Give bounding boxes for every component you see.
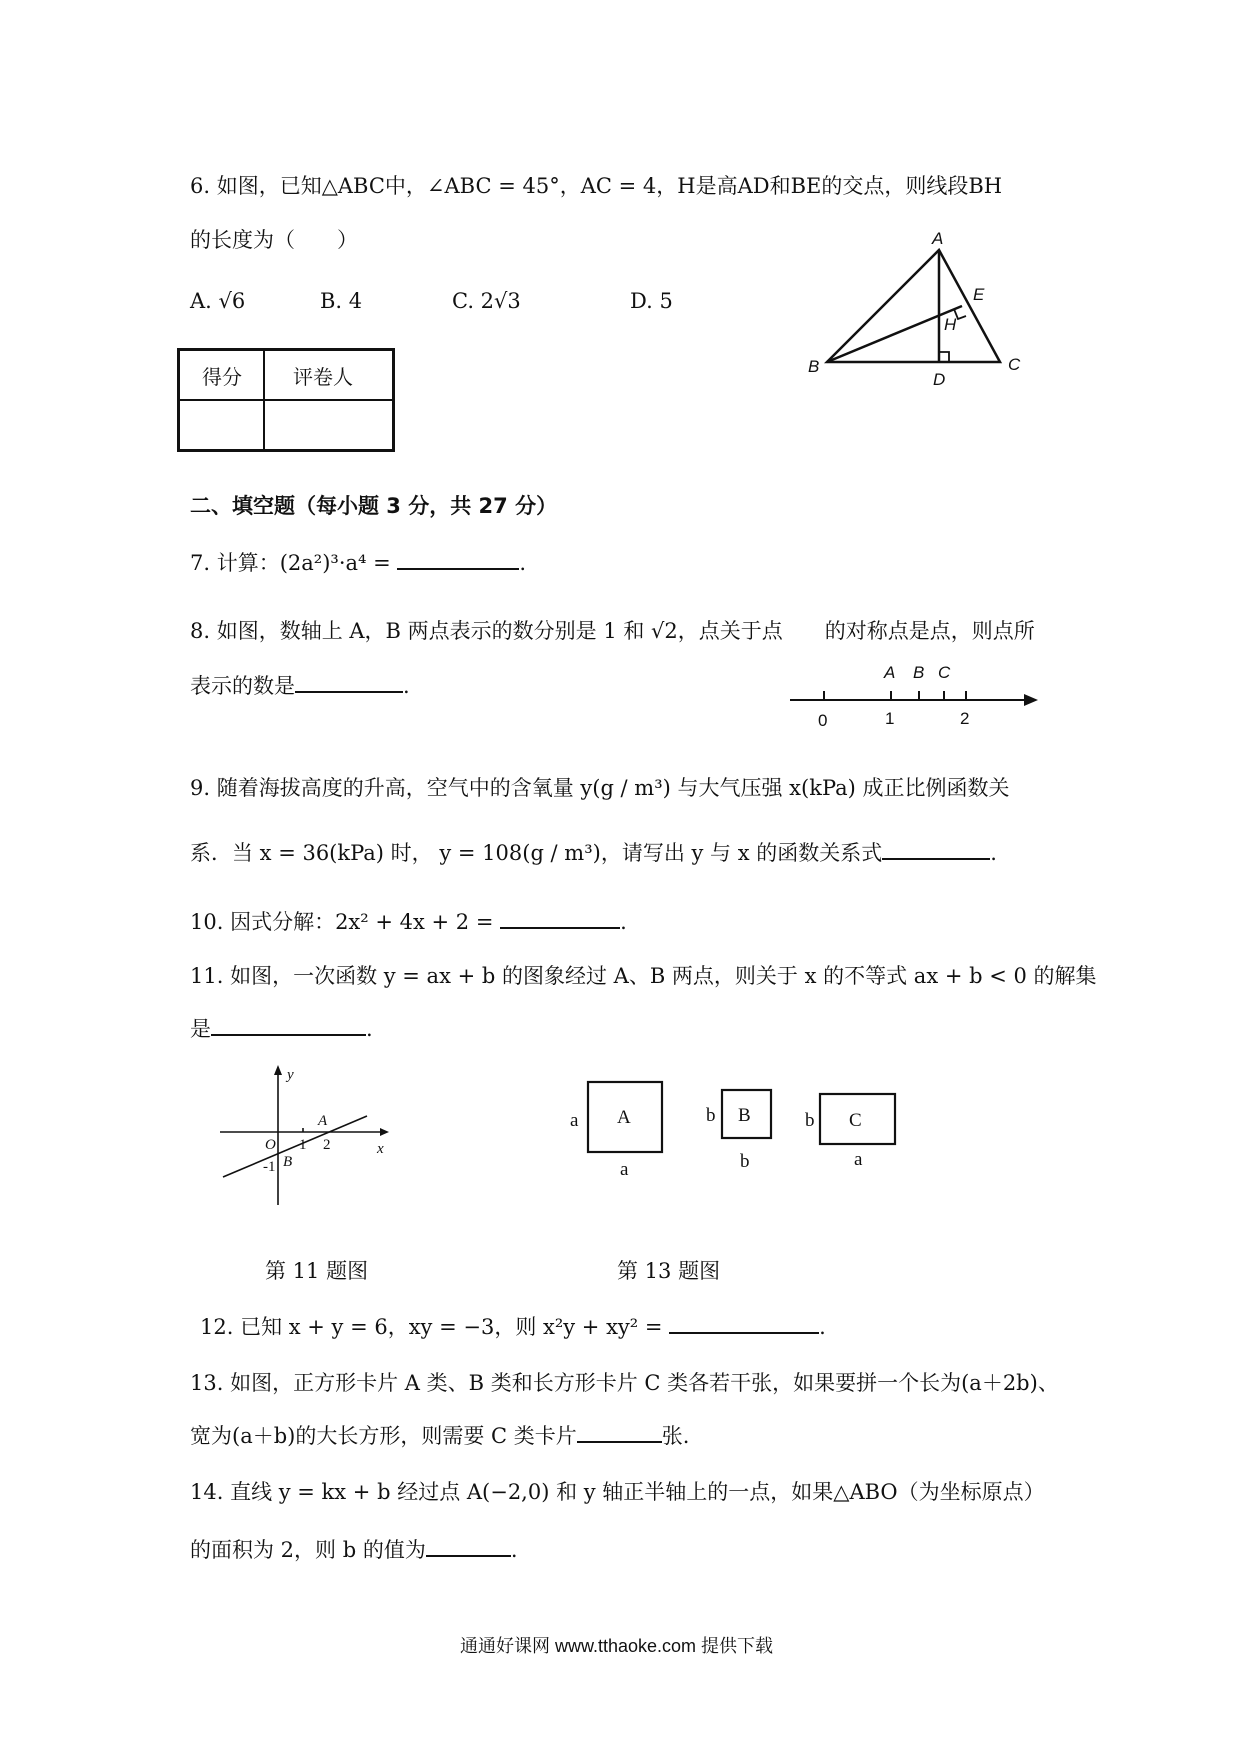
q9-line1: 9. 随着海拔高度的升高，空气中的含氧量 y(g / m³) 与大气压强 x(kPa) 成正比例函数关 [190, 776, 1010, 800]
label-1: 1 [299, 1137, 307, 1153]
label-c: C [938, 663, 951, 682]
linear-function-graph [215, 1065, 395, 1210]
label-b: B [808, 357, 820, 376]
q12: 12. 已知 x + y = 6，xy = −3，则 x²y + xy² = . [200, 1312, 826, 1341]
card-a-side: a [570, 1110, 579, 1131]
card-c-bottom: a [854, 1149, 863, 1170]
q6-option-d: D. 5 [630, 289, 673, 313]
q12-answer-blank[interactable] [669, 1312, 819, 1334]
card-a-label: A [617, 1107, 631, 1128]
footer: 通通好课网 www.tthaoke.com 提供下载 [460, 1636, 774, 1656]
q7: 7. 计算：(2a²)³·a⁴ = . [190, 548, 526, 577]
score-label: 得分 [202, 365, 242, 389]
label-c: C [1008, 355, 1021, 374]
cards-figure [560, 1075, 920, 1185]
caption-fig11: 第 11 题图 [265, 1259, 369, 1283]
q11-answer-blank[interactable] [211, 1014, 366, 1036]
card-c-label: C [849, 1110, 862, 1131]
label-d: D [933, 370, 946, 389]
q6-line2: 的长度为（ ） [190, 228, 358, 252]
q10-answer-blank[interactable] [500, 907, 620, 929]
q9-answer-blank[interactable] [882, 838, 990, 860]
q6-line1: 6. 如图，已知△ABC中，∠ABC = 45°，AC = 4，H是高AD和BE的交点，则线段BH [190, 174, 1003, 198]
label-2: 2 [323, 1137, 331, 1153]
caption-fig13: 第 13 题图 [617, 1259, 721, 1283]
triangle-abc [827, 250, 1000, 362]
label-a: A [884, 663, 896, 682]
card-b-bottom: b [740, 1151, 750, 1172]
label-y: y [287, 1067, 294, 1083]
label-b: B [913, 663, 925, 682]
q11-line2: 是 . [190, 1014, 373, 1043]
label-a: A [318, 1113, 328, 1129]
altitude-be [827, 306, 962, 362]
section2-title: 二、填空题（每小题 3 分，共 27 分） [190, 494, 558, 518]
tick-0: 0 [818, 711, 828, 730]
tick-1: 1 [885, 709, 895, 728]
q14-line2: 的面积为 2，则 b 的值为 . [190, 1535, 518, 1564]
q6-option-b: B. 4 [320, 289, 363, 313]
q14-line1: 14. 直线 y = kx + b 经过点 A(−2,0) 和 y 轴正半轴上的一点，如果△ABO（为坐标原点） [190, 1480, 1045, 1504]
card-a-bottom: a [620, 1159, 629, 1180]
card-b-side: b [706, 1105, 716, 1126]
q13-line2: 宽为(a＋b)的大长方形，则需要 C 类卡片 张. [190, 1421, 689, 1450]
q10: 10. 因式分解：2x² + 4x + 2 = . [190, 907, 627, 936]
q11-line1: 11. 如图，一次函数 y = ax + b 的图象经过 A、B 两点，则关于 x 的不等式 ax + b < 0 的解集 [190, 964, 1097, 988]
score-table [177, 348, 395, 452]
label-o: O [265, 1137, 276, 1153]
grader-label: 评卷人 [293, 365, 353, 389]
label-b: B [283, 1154, 293, 1170]
number-line-figure [784, 656, 1044, 736]
q6-option-c: C. 2√3 [452, 289, 521, 313]
q13-answer-blank[interactable] [577, 1421, 662, 1443]
q7-answer-blank[interactable] [397, 548, 519, 570]
label-h: H [944, 315, 957, 334]
q14-answer-blank[interactable] [426, 1535, 511, 1557]
label-e: E [973, 285, 985, 304]
right-angle-d [939, 352, 949, 362]
card-c-side: b [805, 1110, 815, 1131]
label-a: A [932, 229, 944, 248]
card-b-label: B [738, 1105, 751, 1126]
function-line [223, 1116, 367, 1177]
triangle-figure [800, 228, 1040, 393]
q6-option-a: A. √6 [190, 289, 246, 313]
q8-line2: 表示的数是 . [190, 671, 410, 700]
label-neg1: -1 [263, 1159, 276, 1175]
label-x: x [377, 1141, 384, 1157]
q13-line1: 13. 如图，正方形卡片 A 类、B 类和长方形卡片 C 类各若干张，如果要拼一个长为(a＋2b)、 [190, 1371, 1059, 1395]
q8-line1: 8. 如图，数轴上 A，B 两点表示的数分别是 1 和 √2，点关于点 的对称点是点，则点所 [190, 619, 1035, 643]
tick-2: 2 [960, 709, 970, 728]
q7-text: 7. 计算：(2a²)³·a⁴ = [190, 551, 398, 575]
number-line-arrow [1024, 694, 1038, 706]
q9-line2: 系．当 x = 36(kPa) 时， y = 108(g / m³)，请写出 y 与 x 的函数关系式 . [190, 838, 997, 867]
q8-answer-blank[interactable] [295, 671, 403, 693]
